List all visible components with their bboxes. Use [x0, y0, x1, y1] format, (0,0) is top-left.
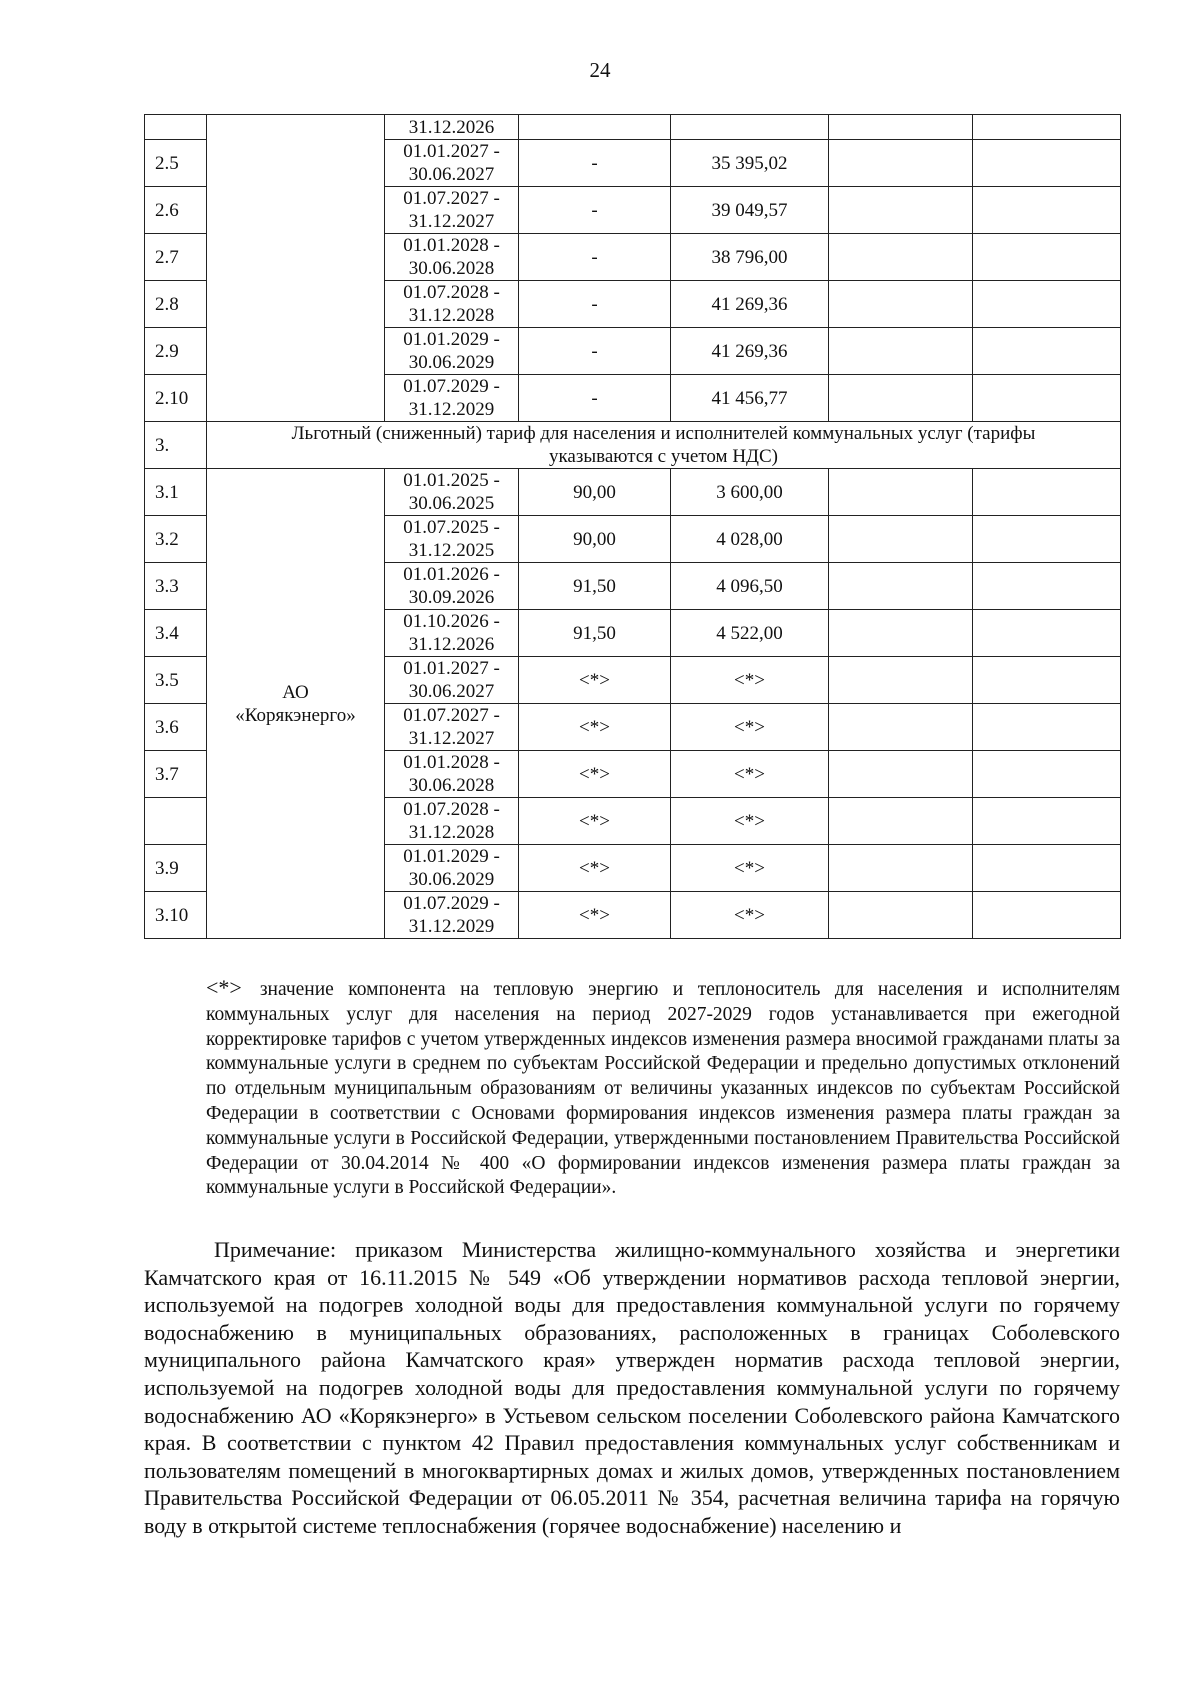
- value-cell: 39 049,57: [671, 187, 829, 234]
- empty-cell: [973, 516, 1121, 563]
- value-cell: <*>: [519, 751, 671, 798]
- empty-cell: [829, 516, 973, 563]
- empty-cell: [973, 610, 1121, 657]
- empty-cell: [829, 328, 973, 375]
- row-number-cell: [145, 798, 207, 845]
- period-from: 01.01.2028 -: [403, 752, 500, 773]
- period-from: 01.01.2029 -: [403, 846, 500, 867]
- value-cell: <*>: [519, 704, 671, 751]
- period-cell: [385, 469, 519, 516]
- empty-cell: [829, 563, 973, 610]
- period-cell: [385, 234, 519, 281]
- empty-cell: [973, 281, 1121, 328]
- section-title-cell: Льготный (сниженный) тариф для населения и исполнителей коммунальных услуг (тарифы указываются с учетом НДС): [207, 422, 1121, 469]
- period-cell: [385, 328, 519, 375]
- period-cell: [385, 845, 519, 892]
- empty-cell: [829, 610, 973, 657]
- table-row: [145, 469, 1121, 516]
- row-number-cell: 2.10: [145, 375, 207, 422]
- value-cell: -: [519, 328, 671, 375]
- period-to: 30.06.2027: [408, 681, 495, 702]
- value-cell: -: [519, 281, 671, 328]
- period-cell: [385, 140, 519, 187]
- empty-cell: [973, 375, 1121, 422]
- org-cell-section2: [207, 115, 385, 422]
- period-to: 31.12.2029: [408, 916, 495, 937]
- value-cell: 4 096,50: [671, 563, 829, 610]
- value-cell: 3 600,00: [671, 469, 829, 516]
- period-from: 01.10.2026 -: [403, 611, 500, 632]
- empty-cell: [973, 328, 1121, 375]
- value-cell: <*>: [671, 751, 829, 798]
- value-cell: <*>: [671, 704, 829, 751]
- period-to: 30.06.2027: [408, 164, 495, 185]
- row-number-cell: 3.6: [145, 704, 207, 751]
- empty-cell: [829, 657, 973, 704]
- row-number-cell: 2.6: [145, 187, 207, 234]
- period-to: 30.06.2025: [408, 493, 495, 514]
- page-number: 24: [589, 58, 611, 82]
- empty-cell: [829, 704, 973, 751]
- empty-cell: [973, 845, 1121, 892]
- value-cell: <*>: [519, 845, 671, 892]
- empty-cell: [973, 563, 1121, 610]
- row-number-cell: 3.7: [145, 751, 207, 798]
- period-cell: 31.12.2026: [385, 115, 519, 140]
- period-cell: [385, 516, 519, 563]
- period-from: 01.07.2028 -: [403, 799, 500, 820]
- empty-cell: [829, 115, 973, 140]
- row-number-cell: 3.4: [145, 610, 207, 657]
- row-number-cell: 3.5: [145, 657, 207, 704]
- tariff-table: [144, 114, 1121, 939]
- value-cell: <*>: [519, 798, 671, 845]
- period-cell: [385, 563, 519, 610]
- value-cell: <*>: [519, 892, 671, 939]
- tariff-table-body: [145, 115, 1121, 939]
- empty-cell: [973, 704, 1121, 751]
- period-cell: [385, 751, 519, 798]
- empty-cell: [973, 115, 1121, 140]
- period-to: 31.12.2025: [408, 540, 495, 561]
- value-cell: 35 395,02: [671, 140, 829, 187]
- org-name-line1: АО: [282, 681, 309, 703]
- period-to: 30.06.2028: [408, 258, 495, 279]
- period-to: 31.12.2028: [408, 305, 495, 326]
- empty-cell: [829, 798, 973, 845]
- row-number-cell: 2.5: [145, 140, 207, 187]
- value-cell: 91,50: [519, 563, 671, 610]
- section-header-row: [145, 422, 1121, 469]
- empty-cell: [829, 187, 973, 234]
- value-cell: <*>: [519, 657, 671, 704]
- value-cell: [671, 115, 829, 140]
- row-number-cell: 2.9: [145, 328, 207, 375]
- period-from: 01.07.2028 -: [403, 282, 500, 303]
- note-text: Примечание: приказом Министерства жилищно-коммунального хозяйства и энергетики Камчатского края от 16.11.2015 № 549 «Об утверждении нормативов расхода тепловой энергии, используемой на подогрев холодной воды для предоставления коммунальной услуги по горячему водоснабжению в муниципальных образованиях, расположенных в границах Соболевского муниципального района Камчатского края» утвержден норматив расхода тепловой энергии, используемой на подогрев холодной воды для предоставления коммунальной услуги по горячему водоснабжению АО «Корякэнерго» в Устьевом сельском поселении Соболевского района Камчатского края. В соответствии с пунктом 42 Правил предоставления коммунальных услуг собственникам и пользователям помещений в многоквартирных домах и жилых домов, утвержденных постановлением Правительства Российской Федерации от 06.05.2011 № 354, расчетная величина тарифа на горячую воду в открытой системе теплоснабжения (горячее водоснабжение) населению и: [144, 1237, 1120, 1538]
- org-cell: [207, 469, 385, 939]
- value-cell: 41 269,36: [671, 328, 829, 375]
- empty-cell: [973, 187, 1121, 234]
- period-cell: [385, 375, 519, 422]
- period-to: 31.12.2027: [408, 728, 495, 749]
- empty-cell: [973, 469, 1121, 516]
- empty-cell: [829, 469, 973, 516]
- table-row: [145, 115, 1121, 140]
- value-cell: 38 796,00: [671, 234, 829, 281]
- row-number-cell: 3.10: [145, 892, 207, 939]
- period-from: 01.01.2029 -: [403, 329, 500, 350]
- period-cell: [385, 610, 519, 657]
- row-number-cell: 3.1: [145, 469, 207, 516]
- value-cell: -: [519, 375, 671, 422]
- empty-cell: [973, 657, 1121, 704]
- period-from: 01.01.2027 -: [403, 658, 500, 679]
- period-to: 31.12.2028: [408, 822, 495, 843]
- period-to: 30.06.2029: [408, 352, 495, 373]
- value-cell: <*>: [671, 657, 829, 704]
- period-to: 31.12.2029: [408, 399, 495, 420]
- empty-cell: [829, 140, 973, 187]
- row-number-cell: 3.9: [145, 845, 207, 892]
- period-from: 01.07.2027 -: [403, 188, 500, 209]
- empty-cell: [829, 234, 973, 281]
- value-cell: 90,00: [519, 469, 671, 516]
- period-cell: [385, 798, 519, 845]
- period-to: 31.12.2027: [408, 211, 495, 232]
- empty-cell: [973, 751, 1121, 798]
- period-from: 01.01.2025 -: [403, 470, 500, 491]
- period-cell: [385, 704, 519, 751]
- value-cell: 4 522,00: [671, 610, 829, 657]
- footnote-mark: <*>: [206, 975, 242, 1000]
- period-from: 01.01.2028 -: [403, 235, 500, 256]
- value-cell: -: [519, 187, 671, 234]
- row-number-cell: 2.7: [145, 234, 207, 281]
- value-cell: [519, 115, 671, 140]
- value-cell: -: [519, 234, 671, 281]
- note-paragraph: [144, 1236, 1120, 1540]
- row-number-cell: 3.2: [145, 516, 207, 563]
- period-from: 01.07.2029 -: [403, 376, 500, 397]
- period-cell: [385, 657, 519, 704]
- period-cell: [385, 892, 519, 939]
- period-from: 01.07.2029 -: [403, 893, 500, 914]
- row-number-cell: 2.8: [145, 281, 207, 328]
- empty-cell: [973, 892, 1121, 939]
- value-cell: 90,00: [519, 516, 671, 563]
- row-number-cell: [145, 115, 207, 140]
- value-cell: <*>: [671, 845, 829, 892]
- value-cell: <*>: [671, 892, 829, 939]
- period-cell: [385, 187, 519, 234]
- footnote: [144, 976, 1120, 1201]
- footnote-text: значение компонента на тепловую энергию и теплоноситель для населения и исполнителям коммунальных услуг для населения на период 2027-2029 годов устанавливается при ежегодной корректировке тарифов с учетом утвержденных индексов изменения размера вносимой гражданами платы за коммунальные услуги в среднем по субъектам Российской Федерации и предельно допустимых отклонений по отдельным муниципальным образованиям от величины указанных индексов по субъектам Российской Федерации в соответствии с Основами формирования индексов изменения размера платы граждан за коммунальные услуги в Российской Федерации, утвержденными постановлением Правительства Российской Федерации от 30.04.2014 № 400 «О формировании индексов изменения размера платы граждан за коммунальные услуги в Российской Федерации».: [206, 979, 1120, 1199]
- empty-cell: [973, 798, 1121, 845]
- period-to: 30.06.2028: [408, 775, 495, 796]
- period-cell: [385, 281, 519, 328]
- period-to: 30.09.2026: [408, 587, 495, 608]
- value-cell: -: [519, 140, 671, 187]
- empty-cell: [973, 234, 1121, 281]
- empty-cell: [829, 892, 973, 939]
- period-to: 30.06.2029: [408, 869, 495, 890]
- value-cell: 4 028,00: [671, 516, 829, 563]
- period-from: 01.01.2026 -: [403, 564, 500, 585]
- period-from: 01.01.2027 -: [403, 141, 500, 162]
- value-cell: <*>: [671, 798, 829, 845]
- empty-cell: [829, 281, 973, 328]
- value-cell: 91,50: [519, 610, 671, 657]
- value-cell: 41 269,36: [671, 281, 829, 328]
- empty-cell: [973, 140, 1121, 187]
- org-name-line2: «Корякэнерго»: [235, 704, 356, 726]
- empty-cell: [829, 845, 973, 892]
- section-number-cell: 3.: [145, 422, 207, 469]
- period-from: 01.07.2027 -: [403, 705, 500, 726]
- value-cell: 41 456,77: [671, 375, 829, 422]
- period-to: 31.12.2026: [408, 634, 495, 655]
- empty-cell: [829, 375, 973, 422]
- row-number-cell: 3.3: [145, 563, 207, 610]
- period-from: 01.07.2025 -: [403, 517, 500, 538]
- empty-cell: [829, 751, 973, 798]
